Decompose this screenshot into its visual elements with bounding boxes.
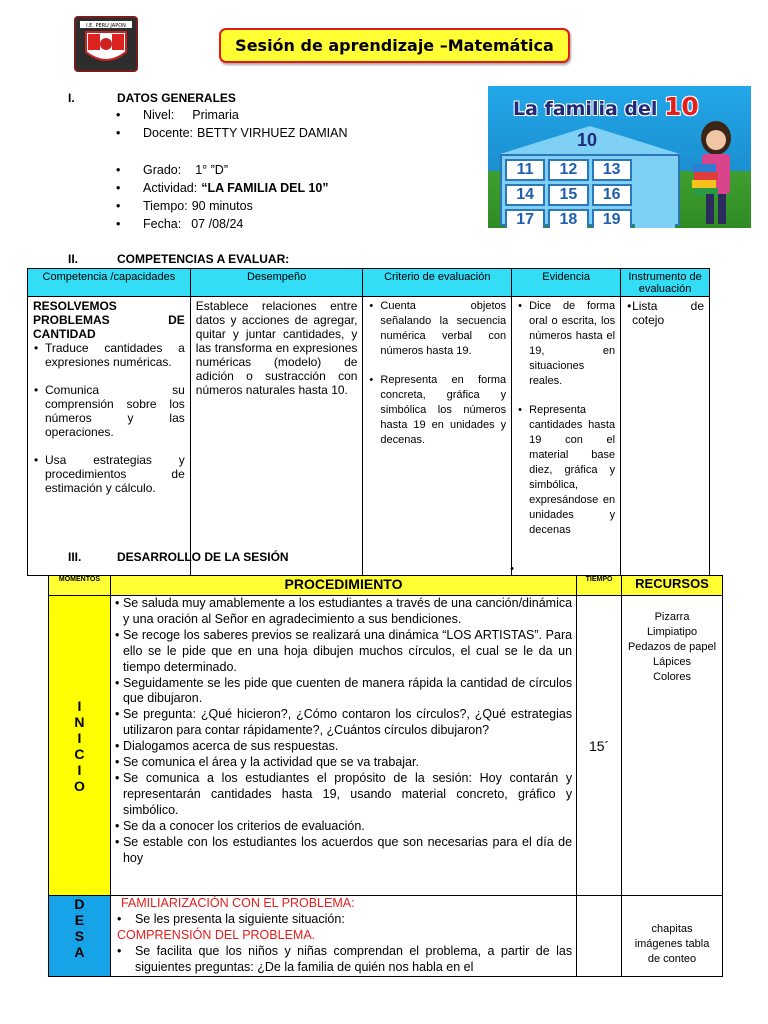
column-header: TIEMPO xyxy=(577,576,622,596)
procedimiento-table xyxy=(48,575,723,977)
session-title: Sesión de aprendizaje –Matemática xyxy=(235,36,554,55)
family-of-ten-image xyxy=(488,86,751,228)
desempeno-text: Establece relaciones entre datos y acciones de agregar, quitar y juntar cantidades, y las transforma en expresiones numéricas (modelo) de adición o sustracción con números naturales hasta 10. xyxy=(195,299,358,397)
desarrollo-recursos: chapitas imágenes tabla de conteo xyxy=(622,896,723,977)
house-spacer xyxy=(635,209,675,228)
desarrollo-tiempo xyxy=(577,896,622,977)
comprension-heading: COMPRENSIÓN DEL PROBLEMA. xyxy=(116,927,316,942)
evidencia-cell xyxy=(512,297,621,576)
section-number: I. xyxy=(68,91,75,105)
inicio-recursos: Pizarra Limpiatipo Pedazos de papel Lápices Colores xyxy=(622,596,723,896)
column-header: RECURSOS xyxy=(622,576,723,596)
procedure-step: • Se saluda muy amablemente a los estudiantes a través de una canción/dinámica y una oración al Señor en agradecimiento a sus bendiciones. xyxy=(115,596,572,628)
column-header: Desempeño xyxy=(190,269,363,297)
house-spacer xyxy=(635,159,675,181)
general-item: • Grado: 1° ”D” xyxy=(116,163,228,177)
general-item: • Nivel: Primaria xyxy=(116,108,239,122)
procedure-step: • Se da a conocer los criterios de evaluación. xyxy=(115,819,572,835)
house-number: 15 xyxy=(548,184,588,206)
general-item: • Docente: BETTY VIRHUEZ DAMIAN xyxy=(116,126,348,140)
procedure-step: • Se les presenta la siguiente situación: xyxy=(117,912,572,928)
section-label: DESARROLLO DE LA SESIÓN xyxy=(117,550,289,564)
criterio-item: • Cuenta objetos señalando la secuencia numérica verbal con números hasta 19. xyxy=(368,299,506,359)
roof-number: 10 xyxy=(577,130,598,150)
competencias-table xyxy=(27,268,710,576)
house-spacer xyxy=(635,184,675,206)
capacidad-item: • Usa estrategias y procedimientos de estimación y cálculo. xyxy=(33,453,185,495)
procedure-step: • Dialogamos acerca de sus respuestas. xyxy=(115,739,572,755)
general-item: • Actividad: “LA FAMILIA DEL 10” xyxy=(116,181,329,195)
capacidad-item: • Comunica su comprensión sobre los números y las operaciones. xyxy=(33,383,185,439)
evidencia-item: • Representa cantidades hasta 19 con el material base diez, gráfica y simbólica, expresándose en unidades y decenas xyxy=(517,403,615,538)
table-header-row xyxy=(28,269,710,297)
house-number: 11 xyxy=(505,159,545,181)
procedure-step: • Se facilita que los niños y niñas comprendan el problema, a partir de las siguientes preguntas: ¿De la familia de quién nos habla en el xyxy=(117,944,572,976)
house-number: 12 xyxy=(548,159,588,181)
session-title-box xyxy=(219,28,570,63)
procedure-step: • Seguidamente se les pide que cuenten de manera rápida la cantidad de círculos que dibujaron. xyxy=(115,676,572,708)
column-header: MOMENTOS xyxy=(49,576,111,596)
table-row xyxy=(49,896,723,977)
procedure-step: • Se recoge los saberes previos se realizará una dinámica “LOS ARTISTAS”. Para ello se le pide que en una hoja dibujen muchos círculos, el cual se le da un tiempo determinado. xyxy=(115,628,572,676)
house-number: 18 xyxy=(548,209,588,228)
instrumento-item: • Lista de cotejo xyxy=(626,299,704,327)
momento-inicio: I N I C I O xyxy=(49,596,111,896)
criterio-item: • Representa en forma concreta, gráfica y simbólica los números hasta 19 en unidades y decenas. xyxy=(368,373,506,448)
house-number: 19 xyxy=(592,209,632,228)
house-number: 17 xyxy=(505,209,545,228)
column-header: Criterio de evaluación xyxy=(363,269,512,297)
momento-desarrollo: D E S A xyxy=(49,896,111,977)
house-number: 13 xyxy=(592,159,632,181)
procedure-step: • Se comunica a los estudiantes el propósito de la sesión: Hoy contarán y representarán cantidades hasta 19, usando material concreto, gráfico y simbólico. xyxy=(115,771,572,819)
school-logo xyxy=(74,16,138,72)
logo-text: I.E. PERU JAPON xyxy=(86,23,126,29)
house-number: 16 xyxy=(592,184,632,206)
competencia-title: RESOLVEMOS PROBLEMAS DE CANTIDAD xyxy=(33,299,185,341)
procedure-step: • Se comunica el área y la actividad que se va trabajar. xyxy=(115,755,572,771)
column-header: Evidencia xyxy=(512,269,621,297)
desempeno-cell xyxy=(190,297,363,576)
column-header: Competencia /capacidades xyxy=(28,269,191,297)
teacher-with-books-icon xyxy=(688,120,740,228)
table-row xyxy=(49,596,723,896)
capacidad-item: • Traduce cantidades a expresiones numéricas. xyxy=(33,341,185,369)
section-number: II. xyxy=(68,252,79,266)
image-title: La familia del 10 xyxy=(513,92,699,121)
section-label: DATOS GENERALES xyxy=(117,91,236,105)
instrumento-cell xyxy=(621,297,710,576)
competencia-cell xyxy=(28,297,191,576)
table-header-row xyxy=(49,576,723,596)
stray-bullet: • xyxy=(510,563,515,575)
criterio-cell xyxy=(363,297,515,576)
inicio-tiempo: 15´ xyxy=(577,596,622,896)
procedure-step: • Se estable con los estudiantes los acuerdos que son necesarias para el día de hoy xyxy=(115,835,572,867)
section-number: III. xyxy=(68,550,82,564)
desarrollo-procedure xyxy=(110,896,576,977)
general-item: • Fecha: 07 /08/24 xyxy=(116,217,244,231)
column-header: Instrumento de evaluación xyxy=(621,269,710,297)
general-item: • Tiempo: 90 minutos xyxy=(116,199,253,213)
familiarizacion-heading: FAMILIARIZACIÓN CON EL PROBLEMA: xyxy=(120,896,355,910)
house-number: 14 xyxy=(505,184,545,206)
evidencia-item: • Dice de forma oral o escrita, los números hasta el 19, en situaciones reales. xyxy=(517,299,615,389)
section-label: COMPETENCIAS A EVALUAR: xyxy=(117,252,290,266)
table-row xyxy=(28,297,710,576)
school-crest-icon xyxy=(76,18,136,70)
procedure-step: • Se pregunta: ¿Qué hicieron?, ¿Cómo contaron los círculos?, ¿Qué estrategias utilizaron para contar rápidamente?, ¿Cuántos círculos dibujaron? xyxy=(115,707,572,739)
column-header: PROCEDIMIENTO xyxy=(110,576,576,596)
inicio-procedure xyxy=(110,596,576,896)
number-house-illustration xyxy=(500,126,680,226)
